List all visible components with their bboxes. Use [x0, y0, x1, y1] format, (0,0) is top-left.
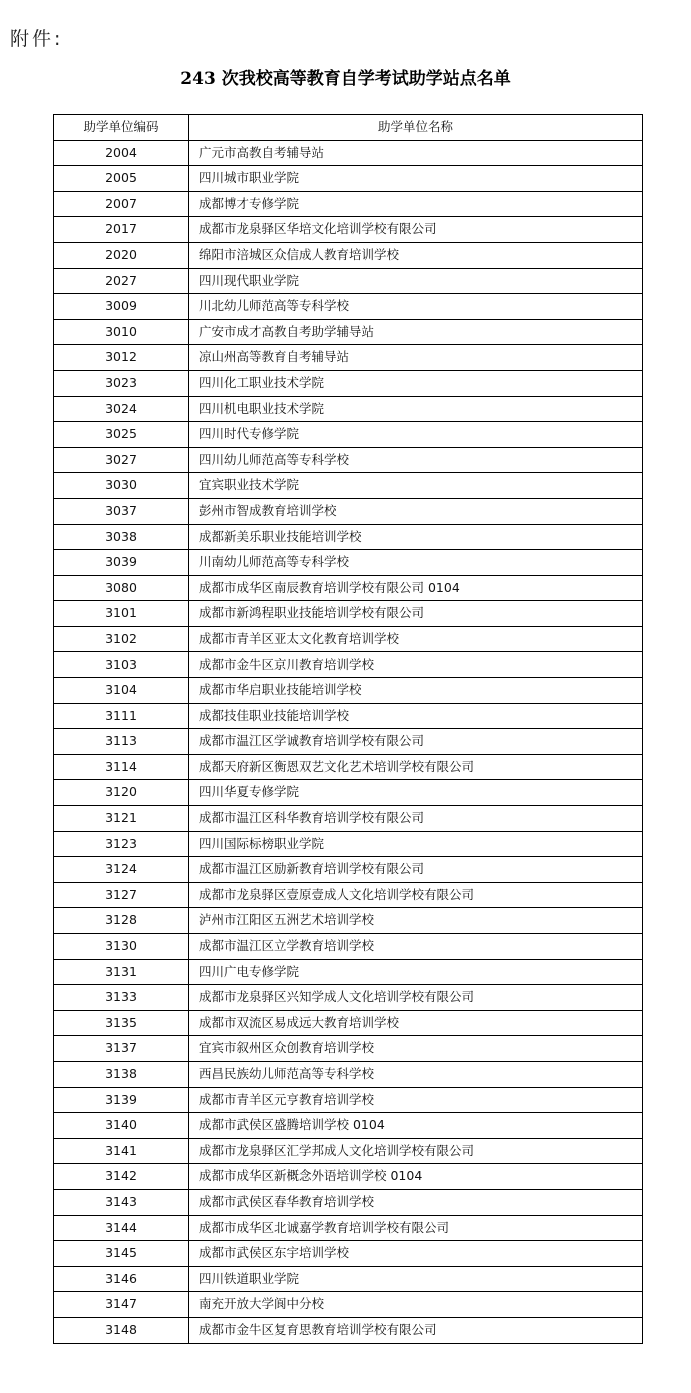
site-name-cell: 彭州市智成教育培训学校 [189, 498, 643, 524]
site-code-cell: 3145 [54, 1241, 189, 1267]
site-code-cell: 3010 [54, 319, 189, 345]
site-code-cell: 3103 [54, 652, 189, 678]
site-name-cell: 成都市武侯区春华教育培训学校 [189, 1189, 643, 1215]
table-row [54, 447, 643, 473]
table-row [54, 294, 643, 320]
site-name-cell: 四川华夏专修学院 [189, 780, 643, 806]
table-row [54, 652, 643, 678]
table-row [54, 473, 643, 499]
site-code-cell: 3124 [54, 857, 189, 883]
table-row [54, 1164, 643, 1190]
site-name-cell: 四川化工职业技术学院 [189, 370, 643, 396]
site-name-cell: 成都市成华区北诚嘉学教育培训学校有限公司 [189, 1215, 643, 1241]
site-code-cell: 3133 [54, 985, 189, 1011]
site-name-cell: 四川时代专修学院 [189, 422, 643, 448]
site-name-cell: 成都市金牛区京川教育培训学校 [189, 652, 643, 678]
table-row [54, 934, 643, 960]
table-row [54, 729, 643, 755]
column-header-name: 助学单位名称 [189, 115, 643, 141]
table-row [54, 396, 643, 422]
site-name-cell: 川南幼儿师范高等专科学校 [189, 550, 643, 576]
site-code-cell: 2020 [54, 242, 189, 268]
table-row [54, 1138, 643, 1164]
site-code-cell: 3127 [54, 882, 189, 908]
table-body [54, 140, 643, 1343]
site-name-cell: 四川幼儿师范高等专科学校 [189, 447, 643, 473]
table-row [54, 345, 643, 371]
table-row [54, 498, 643, 524]
table-row [54, 524, 643, 550]
table-row [54, 754, 643, 780]
site-code-cell: 3146 [54, 1266, 189, 1292]
table-row [54, 882, 643, 908]
table-row [54, 806, 643, 832]
site-code-cell: 3039 [54, 550, 189, 576]
site-name-cell: 成都天府新区衡恩双艺文化艺术培训学校有限公司 [189, 754, 643, 780]
site-name-cell: 四川铁道职业学院 [189, 1266, 643, 1292]
site-name-cell: 成都市华启职业技能培训学校 [189, 678, 643, 704]
site-code-cell: 2027 [54, 268, 189, 294]
site-code-cell: 3104 [54, 678, 189, 704]
table-row [54, 678, 643, 704]
site-code-cell: 3138 [54, 1061, 189, 1087]
site-code-cell: 3114 [54, 754, 189, 780]
site-name-cell: 成都市成华区新概念外语培训学校 0104 [189, 1164, 643, 1190]
site-name-cell: 成都市温江区学诚教育培训学校有限公司 [189, 729, 643, 755]
site-code-cell: 3111 [54, 703, 189, 729]
table-row [54, 626, 643, 652]
site-code-cell: 3113 [54, 729, 189, 755]
site-name-cell: 四川机电职业技术学院 [189, 396, 643, 422]
site-code-cell: 3012 [54, 345, 189, 371]
site-name-cell: 成都市新鸿程职业技能培训学校有限公司 [189, 601, 643, 627]
table-row [54, 319, 643, 345]
site-code-cell: 3135 [54, 1010, 189, 1036]
site-code-cell: 3148 [54, 1317, 189, 1343]
table-row [54, 857, 643, 883]
site-name-cell: 绵阳市涪城区众信成人教育培训学校 [189, 242, 643, 268]
table-row [54, 370, 643, 396]
table-row [54, 1061, 643, 1087]
table-row [54, 191, 643, 217]
site-name-cell: 成都市龙泉驿区兴知学成人文化培训学校有限公司 [189, 985, 643, 1011]
site-code-cell: 3142 [54, 1164, 189, 1190]
site-code-cell: 3027 [54, 447, 189, 473]
site-name-cell: 四川现代职业学院 [189, 268, 643, 294]
site-code-cell: 3080 [54, 575, 189, 601]
site-name-cell: 成都市龙泉驿区华培文化培训学校有限公司 [189, 217, 643, 243]
site-name-cell: 川北幼儿师范高等专科学校 [189, 294, 643, 320]
site-code-cell: 3120 [54, 780, 189, 806]
site-code-cell: 3141 [54, 1138, 189, 1164]
site-name-cell: 成都市成华区南辰教育培训学校有限公司 0104 [189, 575, 643, 601]
site-name-cell: 成都博才专修学院 [189, 191, 643, 217]
site-code-cell: 3030 [54, 473, 189, 499]
site-code-cell: 3101 [54, 601, 189, 627]
site-name-cell: 成都市龙泉驿区汇学邦成人文化培训学校有限公司 [189, 1138, 643, 1164]
table-header-row [54, 115, 643, 141]
site-name-cell: 成都市龙泉驿区壹原壹成人文化培训学校有限公司 [189, 882, 643, 908]
site-code-cell: 3009 [54, 294, 189, 320]
table-row [54, 959, 643, 985]
attachment-label: 附件: [10, 28, 64, 50]
table-row [54, 1241, 643, 1267]
site-code-cell: 3137 [54, 1036, 189, 1062]
site-code-cell: 2004 [54, 140, 189, 166]
site-code-cell: 3025 [54, 422, 189, 448]
table-row [54, 242, 643, 268]
site-name-cell: 成都市温江区励新教育培训学校有限公司 [189, 857, 643, 883]
table-row [54, 268, 643, 294]
study-site-table [53, 114, 643, 1344]
site-name-cell: 广安市成才高教自考助学辅导站 [189, 319, 643, 345]
site-name-cell: 宜宾职业技术学院 [189, 473, 643, 499]
document-title: 243 次我校高等教育自学考试助学站点名单 [180, 69, 511, 89]
site-name-cell: 成都市青羊区亚太文化教育培训学校 [189, 626, 643, 652]
table-row [54, 703, 643, 729]
site-name-cell: 宜宾市叙州区众创教育培训学校 [189, 1036, 643, 1062]
site-name-cell: 成都新美乐职业技能培训学校 [189, 524, 643, 550]
site-code-cell: 3024 [54, 396, 189, 422]
site-code-cell: 3121 [54, 806, 189, 832]
site-code-cell: 3128 [54, 908, 189, 934]
site-name-cell: 泸州市江阳区五洲艺术培训学校 [189, 908, 643, 934]
table-row [54, 1036, 643, 1062]
site-name-cell: 广元市高教自考辅导站 [189, 140, 643, 166]
site-code-cell: 3038 [54, 524, 189, 550]
site-code-cell: 3130 [54, 934, 189, 960]
table-row [54, 140, 643, 166]
table-row [54, 1292, 643, 1318]
site-code-cell: 3131 [54, 959, 189, 985]
site-code-cell: 3144 [54, 1215, 189, 1241]
table-row [54, 422, 643, 448]
site-code-cell: 3140 [54, 1113, 189, 1139]
column-header-code: 助学单位编码 [54, 115, 189, 141]
table-row [54, 601, 643, 627]
site-code-cell: 2005 [54, 166, 189, 192]
table-row [54, 1189, 643, 1215]
table-row [54, 985, 643, 1011]
site-code-cell: 3102 [54, 626, 189, 652]
site-code-cell: 3147 [54, 1292, 189, 1318]
table-row [54, 575, 643, 601]
table-row [54, 1010, 643, 1036]
table-row [54, 1266, 643, 1292]
site-code-cell: 3023 [54, 370, 189, 396]
site-name-cell: 南充开放大学阆中分校 [189, 1292, 643, 1318]
site-name-cell: 四川城市职业学院 [189, 166, 643, 192]
table-row [54, 908, 643, 934]
site-code-cell: 3139 [54, 1087, 189, 1113]
site-name-cell: 成都市青羊区元亨教育培训学校 [189, 1087, 643, 1113]
table-row [54, 1087, 643, 1113]
site-name-cell: 成都技佳职业技能培训学校 [189, 703, 643, 729]
site-name-cell: 成都市双流区易成远大教育培训学校 [189, 1010, 643, 1036]
table-row [54, 166, 643, 192]
site-name-cell: 成都市武侯区盛腾培训学校 0104 [189, 1113, 643, 1139]
site-name-cell: 成都市武侯区东宇培训学校 [189, 1241, 643, 1267]
site-name-cell: 凉山州高等教育自考辅导站 [189, 345, 643, 371]
site-name-cell: 成都市温江区科华教育培训学校有限公司 [189, 806, 643, 832]
site-name-cell: 四川国际标榜职业学院 [189, 831, 643, 857]
table-row [54, 1215, 643, 1241]
table-row [54, 831, 643, 857]
site-name-cell: 成都市金牛区复育思教育培训学校有限公司 [189, 1317, 643, 1343]
site-name-cell: 四川广电专修学院 [189, 959, 643, 985]
site-code-cell: 2007 [54, 191, 189, 217]
site-name-cell: 西昌民族幼儿师范高等专科学校 [189, 1061, 643, 1087]
site-code-cell: 3037 [54, 498, 189, 524]
table-row [54, 1113, 643, 1139]
table-row [54, 1317, 643, 1343]
site-code-cell: 3123 [54, 831, 189, 857]
table-row [54, 780, 643, 806]
table-row [54, 550, 643, 576]
site-code-cell: 3143 [54, 1189, 189, 1215]
site-code-cell: 2017 [54, 217, 189, 243]
site-name-cell: 成都市温江区立学教育培训学校 [189, 934, 643, 960]
table-row [54, 217, 643, 243]
